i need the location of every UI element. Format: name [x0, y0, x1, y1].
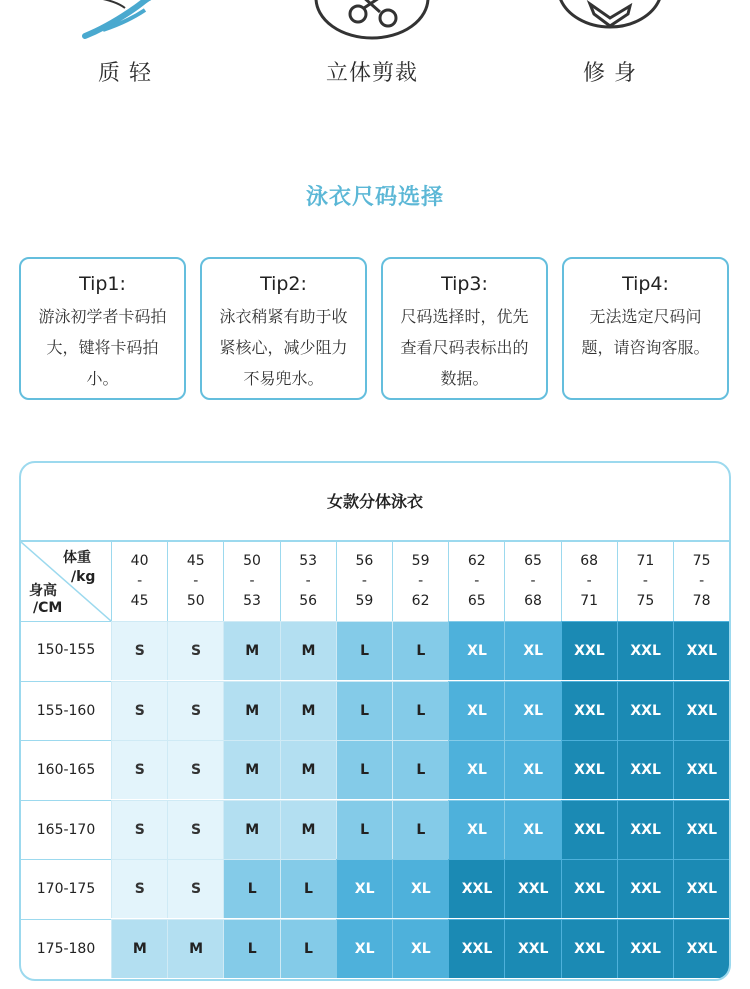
size-cell: XXL — [673, 800, 730, 859]
body-shape-icon — [530, 0, 690, 40]
size-cell: XL — [448, 681, 505, 740]
size-cell: XXL — [617, 681, 674, 740]
scissors-icon — [292, 0, 452, 40]
weight-column-header — [673, 542, 729, 621]
features-row — [0, 0, 750, 100]
weight-range-part: - — [305, 573, 311, 589]
size-cell: XXL — [673, 859, 730, 918]
size-cell: XXL — [617, 800, 674, 859]
size-cell: XL — [448, 740, 505, 799]
height-row-header: 155-160 — [21, 681, 111, 741]
size-cell: L — [392, 621, 449, 680]
size-cell: M — [280, 800, 337, 859]
size-cell: XL — [504, 740, 561, 799]
weight-unit: /kg — [71, 569, 96, 585]
weight-range-part: 68 — [580, 553, 599, 569]
feature-label: 立体剪裁 — [325, 61, 418, 86]
size-cell: S — [167, 859, 224, 918]
size-cell: M — [167, 919, 224, 978]
weight-range-part: - — [699, 573, 705, 589]
feature-label: 修 身 — [583, 61, 637, 86]
weight-range-part: 71 — [580, 593, 599, 609]
weight-range-part: - — [530, 573, 536, 589]
size-cell: L — [392, 800, 449, 859]
size-cell: S — [111, 859, 168, 918]
size-cell: XXL — [561, 800, 618, 859]
weight-range-part: - — [642, 573, 648, 589]
size-cell: M — [280, 681, 337, 740]
size-cell: XXL — [673, 681, 730, 740]
weight-range-part: 40 — [130, 553, 149, 569]
feather-icon — [45, 0, 205, 40]
table-title: 女款分体泳衣 — [21, 463, 729, 542]
size-cell: XXL — [673, 740, 730, 799]
size-cell: XL — [392, 859, 449, 918]
size-cell: S — [167, 740, 224, 799]
weight-column-header — [617, 542, 673, 621]
table-corner-header — [21, 542, 111, 621]
size-cell: L — [336, 681, 393, 740]
size-cell: M — [223, 800, 280, 859]
size-cell: XXL — [561, 859, 618, 918]
size-cell: S — [111, 740, 168, 799]
size-cell: L — [223, 859, 280, 918]
tip-title: Tip3: — [441, 273, 488, 295]
size-cell: M — [223, 681, 280, 740]
weight-range-part: 71 — [636, 553, 655, 569]
weight-range-part: 65 — [467, 593, 486, 609]
size-cell: M — [280, 621, 337, 680]
size-cell: XXL — [561, 740, 618, 799]
weight-range-part: 50 — [186, 593, 205, 609]
size-cell: XL — [504, 621, 561, 680]
size-cell: L — [336, 621, 393, 680]
size-cell: L — [280, 919, 337, 978]
tip-body: 泳衣稍紧有助于收紧核心，减少阻力不易兜水。 — [219, 307, 348, 388]
tip-card-3 — [381, 257, 548, 400]
size-cell: XXL — [617, 919, 674, 978]
height-row-header: 160-165 — [21, 740, 111, 800]
size-cell: S — [167, 621, 224, 680]
weight-column-header — [392, 542, 448, 621]
size-cell: XXL — [561, 621, 618, 680]
size-cell: S — [111, 621, 168, 680]
size-cell: L — [392, 681, 449, 740]
height-row-header: 150-155 — [36, 642, 96, 658]
tip-body: 游泳初学者卡码拍大，键将卡码拍小。 — [38, 307, 167, 388]
size-cell: XL — [504, 800, 561, 859]
size-cell: XL — [504, 681, 561, 740]
height-row-header: 170-175 — [21, 859, 111, 919]
size-cell: XL — [448, 800, 505, 859]
size-cell: XXL — [673, 621, 730, 680]
size-cell: XXL — [561, 681, 618, 740]
weight-range-part: - — [249, 573, 255, 589]
size-cell: XXL — [448, 859, 505, 918]
size-cell: S — [167, 681, 224, 740]
weight-column-header — [448, 542, 504, 621]
weight-range-part: 45 — [130, 593, 149, 609]
weight-column-header — [336, 542, 392, 621]
weight-range-part: 45 — [186, 553, 205, 569]
tip-card-1 — [19, 257, 186, 400]
weight-column-header — [167, 542, 223, 621]
size-cell: S — [111, 800, 168, 859]
weight-range-part: - — [361, 573, 367, 589]
height-row-header: 175-180 — [21, 919, 111, 979]
size-cell: L — [336, 800, 393, 859]
size-cell: XL — [392, 919, 449, 978]
height-label: 身高 — [29, 583, 57, 599]
weight-range-part: - — [474, 573, 480, 589]
height-unit: /CM — [33, 600, 63, 616]
weight-range-part: 53 — [299, 553, 318, 569]
size-table — [19, 461, 731, 981]
weight-range-part: 56 — [299, 593, 318, 609]
size-cell: M — [223, 621, 280, 680]
tip-card-2 — [200, 257, 367, 400]
tip-body: 无法选定尺码问题，请咨询客服。 — [581, 307, 710, 357]
height-row-header: 165-170 — [21, 800, 111, 860]
weight-range-part: 75 — [692, 553, 711, 569]
weight-range-part: - — [418, 573, 424, 589]
weight-column-header — [504, 542, 560, 621]
size-cell: L — [392, 740, 449, 799]
weight-range-part: 56 — [355, 553, 374, 569]
weight-label: 体重 — [63, 550, 91, 566]
weight-column-header — [561, 542, 617, 621]
size-cell: XXL — [561, 919, 618, 978]
tip-title: Tip1: — [79, 273, 126, 295]
weight-column-header — [223, 542, 279, 621]
weight-range-part: 62 — [411, 593, 430, 609]
size-cell: L — [336, 740, 393, 799]
weight-range-part: - — [586, 573, 592, 589]
tip-title: Tip2: — [260, 273, 307, 295]
weight-range-part: - — [137, 573, 143, 589]
weight-range-part: 59 — [411, 553, 430, 569]
weight-range-part: 68 — [524, 593, 542, 609]
size-cell: XXL — [504, 919, 561, 978]
tip-body: 尺码选择时，优先查看尺码表标出的数据。 — [400, 307, 529, 388]
weight-range-part: 53 — [243, 593, 261, 609]
section-title: 泳衣尺码选择 — [305, 185, 444, 210]
size-cell: XXL — [617, 740, 674, 799]
size-cell: XL — [336, 859, 393, 918]
size-cell: M — [111, 919, 168, 978]
size-cell: XXL — [448, 919, 505, 978]
size-cell: XXL — [504, 859, 561, 918]
size-cell: XL — [448, 621, 505, 680]
weight-range-part: 59 — [355, 593, 374, 609]
weight-range-part: 75 — [636, 593, 655, 609]
size-cell: L — [223, 919, 280, 978]
weight-range-part: - — [193, 573, 199, 589]
tip-card-4 — [562, 257, 729, 400]
size-cell: XXL — [617, 859, 674, 918]
size-cell: XXL — [673, 919, 730, 978]
size-cell: M — [280, 740, 337, 799]
weight-range-part: 62 — [467, 553, 486, 569]
size-cell: S — [111, 681, 168, 740]
size-cell: XL — [336, 919, 393, 978]
weight-range-part: 65 — [524, 553, 542, 569]
weight-range-part: 50 — [243, 553, 261, 569]
weight-range-part: 78 — [692, 593, 711, 609]
feature-label: 质 轻 — [98, 61, 152, 86]
tip-title: Tip4: — [622, 273, 669, 295]
size-cell: XXL — [617, 621, 674, 680]
size-cell: S — [167, 800, 224, 859]
size-cell: M — [223, 740, 280, 799]
weight-column-header — [280, 542, 336, 621]
weight-column-header — [111, 542, 167, 621]
size-cell: L — [280, 859, 337, 918]
